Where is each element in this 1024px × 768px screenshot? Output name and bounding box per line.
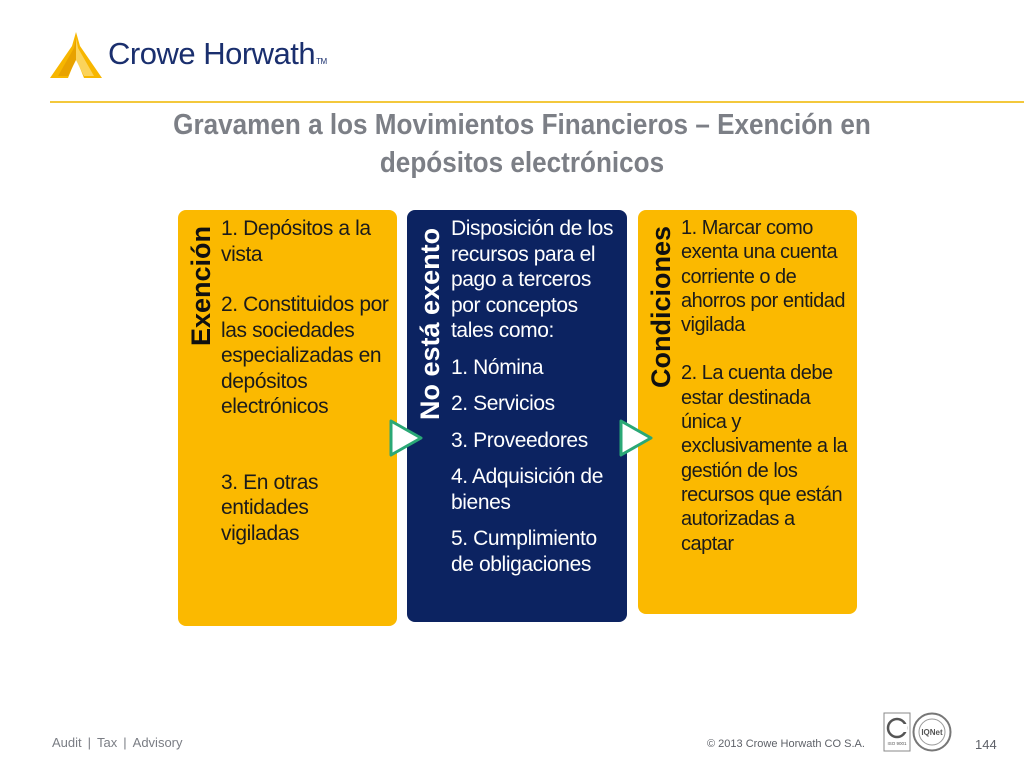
panel-no-esta-exento-list [451,216,619,577]
footer-service-tax: Tax [97,735,118,750]
panel-no-esta-exento [407,210,627,622]
slide-title: Gravamen a los Movimientos Financieros – Exención en depósitos electrónicos [173,109,871,179]
arrow-right-icon [618,418,654,458]
header-divider [50,101,1024,103]
no-exento-item-3: 3. Proveedores [451,428,588,452]
brand-name: Crowe Horwath [108,36,316,71]
panel-condiciones-label: Condiciones [646,225,676,388]
no-exento-item-2: 2. Servicios [451,392,555,415]
panel-exencion-list [221,216,389,546]
no-exento-item-1: 1. Nómina [451,355,544,379]
iso-cert-text: ISO 9001 [887,741,907,746]
iso-certification-icon [883,712,911,752]
panel-condiciones-list [681,216,849,556]
exencion-item-1: 1. Depósitos a la vista [221,217,371,266]
arrow-right-icon [388,418,424,458]
condiciones-item-2: 2. La cuenta debe estar destinada única y exclusivamente a la gestión de los recursos que están autorizadas a captar [681,362,848,555]
exencion-item-3: 3. En otras entidades vigiladas [221,470,319,545]
no-exento-item-4: 4. Adquisición de bienes [451,465,603,514]
footer-service-audit: Audit [52,735,82,750]
panel-no-esta-exento-label: No está exento [415,227,445,420]
footer-services [52,735,183,750]
footer-separator: | [87,735,92,750]
iqnet-certification-icon [912,712,952,752]
page-number: 144 [975,737,997,752]
no-exento-item-5: 5. Cumplimiento de obligaciones [451,527,597,576]
footer-separator: | [123,735,127,750]
no-exento-intro: Disposición de los recursos para el pago a terceros por conceptos tales como: [451,217,614,342]
condiciones-item-1: 1. Marcar como exenta una cuenta corriente o de ahorros por entidad vigilada [681,217,845,337]
footer-service-advisory: Advisory [132,735,183,750]
exencion-item-2: 2. Constituidos por las sociedades especializadas en depósitos electrónicos [221,293,389,418]
panel-exencion [178,210,397,626]
copyright-notice: © 2013 Crowe Horwath CO S.A. [707,738,865,750]
logo-wordmark [108,36,327,72]
company-logo [50,32,330,80]
iqnet-cert-text: IQNet [921,728,943,737]
panel-condiciones [638,210,857,614]
panel-exencion-label: Exención [186,225,216,346]
trademark-mark: TM [316,57,327,66]
crowe-horwath-logo-icon [50,32,102,78]
